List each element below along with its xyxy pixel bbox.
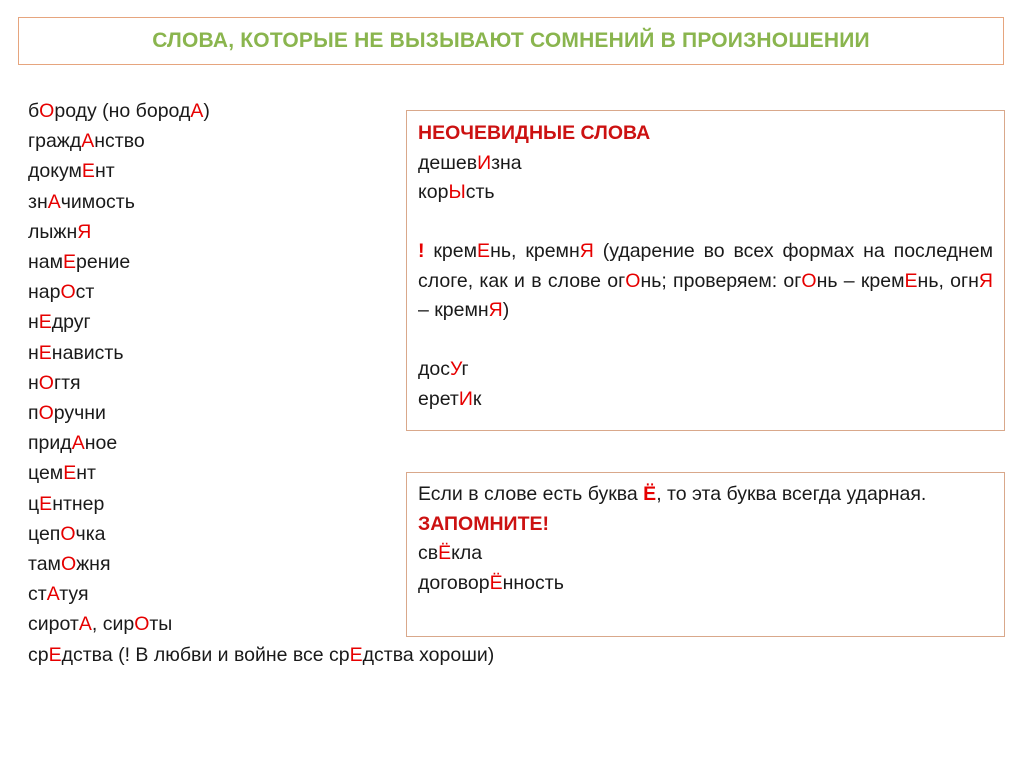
stressed-letter: А [78,613,92,636]
stressed-letter: О [60,553,77,576]
text-segment: гражд [28,130,82,153]
stressed-letter: У [449,358,462,380]
stressed-letter: А [81,130,95,153]
box-word-line [418,149,993,179]
text-segment: прид [28,432,72,455]
text-segment: роду (но бород [54,100,191,122]
stressed-letter: И [477,151,492,174]
stressed-letter: Е [48,643,62,666]
stressed-letter: О [625,269,641,292]
stressed-letter: О [38,402,54,425]
text-segment: , сир [91,613,135,636]
text-segment: крем [424,240,478,262]
text-segment: нь – крем [816,269,905,292]
text-segment: сть [465,181,495,203]
stressed-letter: Е [38,311,52,334]
flint-note [418,237,993,326]
text-segment: там [28,553,61,576]
stressed-letter: И [458,387,473,410]
text-segment: Если в слове есть буква [418,483,644,505]
box-word-line [418,385,993,415]
text-segment: нам [28,251,64,274]
text-segment: (ударение во всех формах на последнем слоге, как и в слове ог [418,240,994,292]
stressed-letter: А [47,190,61,213]
text-segment: н [28,371,39,394]
text-segment: нтнер [52,492,105,515]
stressed-letter: Е [349,643,363,666]
text-segment: нависть [51,341,124,364]
stressed-letter: А [190,100,204,122]
text-segment: дос [418,358,450,380]
text-segment: ц [28,492,40,515]
stressed-letter: О [38,371,54,394]
text-segment: дства (! В любви и войне все ср [61,643,350,666]
text-segment: нство [94,130,145,153]
word-line [28,640,628,670]
text-segment: лыжн [28,220,78,243]
text-segment: ручни [53,402,106,425]
text-segment: ) [203,100,210,122]
box-word-line [418,539,993,569]
text-segment: нь; проверяем: ог [640,269,802,292]
text-segment: друг [51,311,91,334]
stressed-letter: О [801,269,817,292]
text-segment: ) [502,299,510,321]
text-segment: св [418,542,439,564]
box-word-line [418,355,993,385]
text-segment: ное [84,432,118,455]
text-segment: , то эта буква всегда ударная. [656,483,927,505]
spacer [418,208,993,238]
text-segment: договор [418,571,490,594]
text-segment: нар [28,281,61,304]
text-segment: н [28,341,39,364]
box-word-line [418,178,993,208]
text-segment: ст [28,583,47,606]
text-segment: ст [75,281,95,304]
text-segment: ср [28,643,49,666]
stressed-letter: Е [38,341,52,364]
stressed-letter: Е [904,269,918,292]
text-segment: нь, кремн [490,240,580,262]
stressed-letter: Я [488,299,503,321]
text-segment: кла [451,542,483,564]
stressed-letter: Е [477,240,491,262]
remember-heading: ЗАПОМНИТЕ! [418,512,549,535]
text-segment: – кремн [418,299,489,321]
stressed-letter: О [134,613,150,636]
stressed-letter: Ё [438,542,452,564]
text-segment: зна [491,151,522,174]
non-obvious-heading: НЕОЧЕВИДНЫЕ СЛОВА [418,122,651,144]
slide-title: СЛОВА, КОТОРЫЕ НЕ ВЫЗЫВАЮТ СОМНЕНИЙ В ПРОИЗНОШЕНИИ [152,29,870,52]
text-segment: к [472,387,482,410]
title-box [18,17,1004,65]
text-segment: н [28,311,39,334]
text-segment: нт [76,462,96,485]
yo-rule-box [406,472,1005,637]
text-segment: жня [76,553,111,576]
text-segment: нь, огн [917,269,979,292]
stressed-letter: Е [63,251,77,274]
stressed-letter: О [39,100,55,122]
text-segment: чимость [60,190,135,213]
text-segment: нт [94,160,115,183]
text-segment: сирот [28,613,79,636]
stressed-letter: Я [77,220,92,243]
stressed-letter: Ё [643,483,657,505]
stressed-letter: Я [579,240,594,262]
text-segment: туя [59,583,89,606]
text-segment: дства хороши) [362,643,495,666]
box-word-line [418,569,993,599]
text-segment: чка [75,522,106,545]
spacer [418,326,993,356]
stressed-letter: О [60,281,76,304]
text-segment: ерет [418,387,459,410]
text-segment: цем [28,462,64,485]
stressed-letter: Ы [448,181,466,203]
stressed-letter: Е [81,160,95,183]
text-segment: б [28,100,40,122]
text-segment: г [461,358,469,380]
stressed-letter: Я [978,269,993,292]
stressed-letter: А [46,583,60,606]
text-segment: рение [76,251,131,274]
text-segment: докум [28,160,82,183]
stressed-letter: Ё [489,571,503,594]
text-segment: зн [28,190,48,213]
text-segment: нность [502,571,564,594]
stressed-letter: Е [39,492,53,515]
text-segment: кор [418,181,449,203]
text-segment: дешев [418,151,478,174]
stressed-letter: ! [418,240,425,262]
stressed-letter: Е [63,462,77,485]
text-segment: ты [149,613,173,636]
non-obvious-words-box [406,110,1005,431]
stressed-letter: А [71,432,85,455]
yo-rule-text [418,480,993,510]
text-segment: цеп [28,522,61,545]
word-line [28,428,628,458]
text-segment: п [28,402,39,425]
stressed-letter: О [60,522,76,545]
text-segment: гтя [53,371,81,394]
